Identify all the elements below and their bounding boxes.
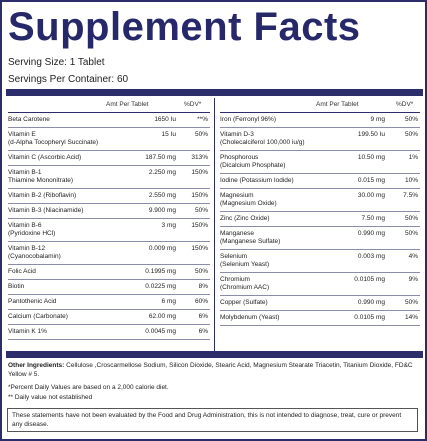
- serving-size: Serving Size: 1 Tablet: [8, 57, 105, 68]
- nutrient-row: [220, 228, 420, 250]
- nutrient-name: Vitamin B-2 (Riboflavin): [8, 192, 77, 199]
- nutrient-name: Pantothenic Acid: [8, 298, 57, 305]
- top-divider: [6, 89, 423, 96]
- nutrient-row: [8, 296, 210, 310]
- nutrient-name: Beta Carotene: [8, 116, 50, 123]
- nutrient-daily-value: 50%: [194, 131, 208, 138]
- nutrient-row: [8, 152, 210, 166]
- nutrient-source: (Selenium Yeast): [220, 261, 270, 268]
- nutrient-name: Vitamin C (Ascorbic Acid): [8, 154, 82, 161]
- nutrient-name: Molybdenum (Yeast): [220, 314, 280, 321]
- dv-header: %DV*: [396, 101, 414, 108]
- nutrient-name: Vitamin B-1: [8, 169, 42, 176]
- nutrient-daily-value: 50%: [404, 131, 418, 138]
- nutrient-amount: 62.00 mg: [148, 313, 176, 320]
- dv-header: %DV*: [184, 101, 202, 108]
- nutrient-amount: 199.50 Iu: [357, 131, 385, 138]
- nutrient-daily-value: 7.5%: [403, 192, 418, 199]
- nutrient-row: [220, 190, 420, 212]
- nutrient-amount: 9.900 mg: [148, 207, 176, 214]
- nutrient-row: [8, 281, 210, 295]
- column-divider: [214, 98, 215, 353]
- nutrient-amount: 7.50 mg: [361, 215, 385, 222]
- nutrient-daily-value: 150%: [191, 169, 208, 176]
- nutrient-name: Vitamin D-3: [220, 131, 254, 138]
- nutrient-row: [220, 297, 420, 311]
- nutrient-row: [8, 311, 210, 325]
- nutrient-amount: 9 mg: [370, 116, 385, 123]
- nutrient-source: (Magnesium Oxide): [220, 200, 277, 207]
- nutrient-amount: 0.990 mg: [357, 299, 385, 306]
- nutrient-source: (d-Alpha Tocopheryl Succinate): [8, 139, 99, 146]
- nutrient-amount: 187.50 mg: [145, 154, 176, 161]
- nutrient-row: [220, 114, 420, 128]
- nutrient-name: Folic Acid: [8, 268, 36, 275]
- nutrient-row: [8, 114, 210, 128]
- nutrient-source: (Pyridoxine HCl): [8, 230, 56, 237]
- nutrient-row: [220, 312, 420, 326]
- nutrient-amount: 0.990 mg: [357, 230, 385, 237]
- nutrient-daily-value: 150%: [191, 222, 208, 229]
- nutrient-amount: 2.250 mg: [148, 169, 176, 176]
- nutrient-amount: 2.550 mg: [148, 192, 176, 199]
- nutrient-name: Vitamin B-6: [8, 222, 42, 229]
- nutrient-row: [8, 326, 210, 340]
- nutrient-source: (Manganese Sulfate): [220, 238, 281, 245]
- nutrient-daily-value: 1%: [408, 154, 418, 161]
- nutrient-row: [8, 220, 210, 242]
- nutrient-row: [8, 205, 210, 219]
- nutrient-row: [8, 266, 210, 280]
- nutrient-source: (Cyanocobalamin): [8, 253, 61, 260]
- nutrient-row: [220, 274, 420, 296]
- nutrient-amount: 1650 Iu: [154, 116, 176, 123]
- nutrient-daily-value: 150%: [191, 192, 208, 199]
- nutrient-amount: 0.1995 mg: [145, 268, 176, 275]
- nutrient-row: [220, 129, 420, 151]
- left-nutrient-column: [8, 98, 210, 353]
- header-rule: [220, 112, 420, 113]
- nutrient-row: [220, 152, 420, 174]
- nutrient-daily-value: 9%: [408, 276, 418, 283]
- nutrient-row: [8, 243, 210, 265]
- nutrient-name: Vitamin K 1%: [8, 328, 47, 335]
- nutrient-name: Copper (Sulfate): [220, 299, 268, 306]
- nutrient-row: [220, 175, 420, 189]
- nutrient-amount: 15 Iu: [161, 131, 176, 138]
- header-rule: [8, 112, 210, 113]
- nutrient-daily-value: 4%: [408, 253, 418, 260]
- nutrient-name: Zinc (Zinc Oxide): [220, 215, 270, 222]
- nutrient-source: (Cholecalciferol 100,000 iu/g): [220, 139, 305, 146]
- nutrient-name: Manganese: [220, 230, 254, 237]
- amount-header: Amt Per Tablet: [106, 101, 149, 108]
- nutrient-daily-value: 50%: [194, 207, 208, 214]
- nutrient-daily-value: 50%: [404, 116, 418, 123]
- nutrient-row: [220, 251, 420, 273]
- servings-per-container: Servings Per Container: 60: [8, 74, 129, 85]
- nutrient-name: Vitamin B-3 (Niacinamide): [8, 207, 84, 214]
- nutrient-daily-value: **%: [197, 116, 208, 123]
- nutrient-daily-value: 150%: [191, 245, 208, 252]
- nutrient-amount: 0.0105 mg: [354, 314, 385, 321]
- nutrient-amount: 0.003 mg: [357, 253, 385, 260]
- nutrient-daily-value: 50%: [404, 215, 418, 222]
- nutrient-name: Chromium: [220, 276, 250, 283]
- nutrient-name: Selenium: [220, 253, 248, 260]
- amount-header: Amt Per Tablet: [316, 101, 359, 108]
- nutrient-daily-value: 50%: [194, 268, 208, 275]
- nutrient-amount: 0.0045 mg: [145, 328, 176, 335]
- nutrient-row: [220, 213, 420, 227]
- nutrient-amount: 10.50 mg: [357, 154, 385, 161]
- nutrient-name: Biotin: [8, 283, 25, 290]
- other-ingredients: [8, 361, 420, 379]
- nutrient-amount: 3 mg: [161, 222, 176, 229]
- nutrient-daily-value: 8%: [198, 283, 208, 290]
- right-nutrient-column: [220, 98, 420, 353]
- nutrient-amount: 0.0225 mg: [145, 283, 176, 290]
- nutrient-source: Thiamine Mononitrate): [8, 177, 74, 184]
- nutrient-amount: 6 mg: [161, 298, 176, 305]
- nutrient-daily-value: 6%: [198, 313, 208, 320]
- nutrient-name: Phosphorous: [220, 154, 259, 161]
- nutrient-daily-value: 313%: [191, 154, 208, 161]
- nutrient-daily-value: 60%: [194, 298, 208, 305]
- footnote-daily-value: *Percent Daily Values are based on a 2,000 calorie diet.: [8, 384, 169, 391]
- nutrient-row: [8, 190, 210, 204]
- nutrient-daily-value: 50%: [404, 299, 418, 306]
- nutrient-source: (Chromium AAC): [220, 284, 270, 291]
- nutrient-name: Vitamin E: [8, 131, 36, 138]
- page-title: Supplement Facts: [8, 5, 361, 49]
- fda-disclaimer: These statements have not been evaluated by the Food and Drug Administration, this is not intended to diagnose, treat, cure or prevent any disease.: [7, 408, 418, 432]
- nutrient-daily-value: 50%: [404, 230, 418, 237]
- nutrient-daily-value: 10%: [404, 177, 418, 184]
- nutrient-name: Vitamin B-12: [8, 245, 46, 252]
- nutrient-name: Magnesium: [220, 192, 254, 199]
- nutrient-amount: 0.015 mg: [357, 177, 385, 184]
- nutrient-daily-value: 14%: [404, 314, 418, 321]
- nutrient-amount: 0.009 mg: [148, 245, 176, 252]
- bottom-divider: [6, 351, 423, 358]
- nutrient-row: [8, 167, 210, 189]
- nutrient-row: [8, 129, 210, 151]
- nutrient-daily-value: 6%: [198, 328, 208, 335]
- nutrient-name: Iodine (Potassium Iodide): [220, 177, 294, 184]
- nutrient-amount: 30.00 mg: [357, 192, 385, 199]
- other-ingredients-label: Other Ingredients:: [8, 362, 65, 369]
- other-ingredients-text: Cellulose ,Croscarmellose Sodium, Silicon Dioxide, Stearic Acid, Magnesium Stearate Triacetin, Titanium Dioxide, FD&C Yellow # 5.: [8, 362, 413, 378]
- footnote-not-established: ** Daily value not established: [8, 394, 93, 401]
- nutrient-source: (Dicalcium Phosphate): [220, 162, 286, 169]
- nutrient-amount: 0.0105 mg: [354, 276, 385, 283]
- nutrient-name: Iron (Ferronyl 96%): [220, 116, 276, 123]
- nutrient-name: Calcium (Carbonate): [8, 313, 68, 320]
